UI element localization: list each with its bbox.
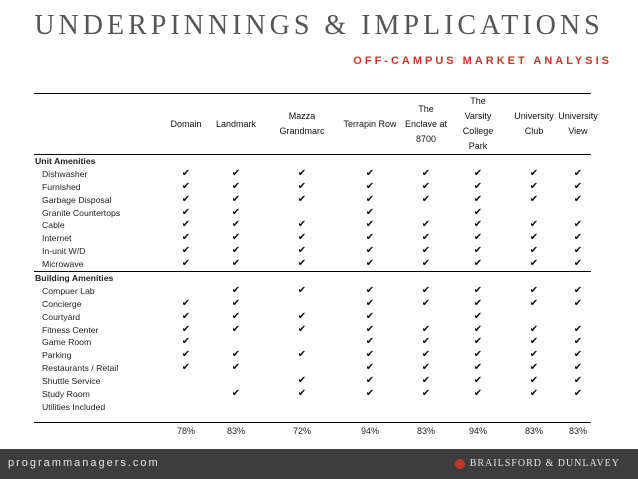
section-header-row [34, 271, 591, 285]
check-icon: ✔ [529, 232, 539, 244]
check-icon: ✔ [297, 258, 307, 270]
check-icon: ✔ [529, 375, 539, 387]
check-icon: ✔ [231, 323, 241, 335]
check-icon: ✔ [365, 167, 375, 179]
check-icon: ✔ [473, 362, 483, 374]
check-icon: ✔ [473, 375, 483, 387]
check-icon: ✔ [573, 167, 583, 179]
table-row [34, 298, 591, 311]
amenity-percentage: 83% [226, 426, 245, 436]
check-icon: ✔ [421, 349, 431, 361]
check-icon: ✔ [529, 297, 539, 309]
check-icon: ✔ [181, 323, 191, 335]
check-icon: ✔ [421, 375, 431, 387]
amenity-label: Fitness Center [42, 324, 99, 335]
check-icon: ✔ [365, 232, 375, 244]
amenity-label: Internet [42, 233, 72, 244]
check-icon: ✔ [231, 245, 241, 257]
check-icon: ✔ [231, 167, 241, 179]
check-icon: ✔ [365, 310, 375, 322]
check-icon: ✔ [473, 206, 483, 218]
check-icon: ✔ [297, 219, 307, 231]
check-icon: ✔ [473, 193, 483, 205]
check-icon: ✔ [181, 258, 191, 270]
check-icon: ✔ [365, 388, 375, 400]
check-icon: ✔ [573, 349, 583, 361]
check-icon: ✔ [181, 310, 191, 322]
check-icon: ✔ [181, 349, 191, 361]
table-top-rule [34, 93, 591, 94]
check-icon: ✔ [297, 375, 307, 387]
check-icon: ✔ [181, 232, 191, 244]
check-icon: ✔ [231, 193, 241, 205]
amenity-label: Shuttle Service [42, 376, 101, 387]
check-icon: ✔ [421, 336, 431, 348]
check-icon: ✔ [365, 245, 375, 257]
check-icon: ✔ [529, 219, 539, 231]
check-icon: ✔ [473, 297, 483, 309]
amenity-percentage: 72% [292, 426, 311, 436]
table-row [34, 311, 591, 324]
table-row [34, 232, 591, 245]
table-row [34, 324, 591, 337]
check-icon: ✔ [473, 336, 483, 348]
check-icon: ✔ [365, 284, 375, 296]
check-icon: ✔ [573, 388, 583, 400]
column-header: University View [558, 111, 598, 136]
check-icon: ✔ [473, 310, 483, 322]
table-row [34, 285, 591, 298]
check-icon: ✔ [297, 232, 307, 244]
amenity-label: Utilities Included [42, 401, 106, 412]
amenity-percentage: 78% [176, 426, 195, 436]
check-icon: ✔ [573, 284, 583, 296]
amenity-label: Concierge [42, 298, 82, 309]
brand-name: BRAILSFORD & DUNLAVEY [469, 458, 620, 469]
check-icon: ✔ [421, 362, 431, 374]
amenity-label: Dishwasher [42, 168, 88, 179]
check-icon: ✔ [573, 193, 583, 205]
check-icon: ✔ [473, 258, 483, 270]
amenity-label: Microwave [42, 259, 84, 270]
check-icon: ✔ [181, 180, 191, 192]
check-icon: ✔ [365, 219, 375, 231]
check-icon: ✔ [181, 297, 191, 309]
column-headers [0, 95, 638, 155]
table-row [34, 245, 591, 258]
footer-bar [0, 449, 638, 479]
table-row [34, 362, 591, 375]
check-icon: ✔ [181, 206, 191, 218]
check-icon: ✔ [365, 180, 375, 192]
amenity-label: Compuer Lab [42, 285, 95, 296]
check-icon: ✔ [365, 375, 375, 387]
amenity-label: Granite Countertops [42, 207, 121, 218]
table-row [34, 401, 591, 414]
check-icon: ✔ [365, 323, 375, 335]
column-header: The Enclave at 8700 [404, 103, 448, 144]
table-row [34, 388, 591, 401]
column-header: The Varsity College Park [462, 96, 494, 151]
check-icon: ✔ [529, 336, 539, 348]
check-icon: ✔ [573, 336, 583, 348]
amenity-label: Courtyard [42, 311, 81, 322]
footer-brand [455, 458, 620, 469]
amenity-label: Furnished [42, 181, 81, 192]
column-header: Landmark [215, 118, 257, 129]
check-icon: ✔ [529, 245, 539, 257]
check-icon: ✔ [231, 232, 241, 244]
page-title: UNDERPINNINGS & IMPLICATIONS [34, 10, 604, 41]
table-row [34, 219, 591, 232]
check-icon: ✔ [365, 193, 375, 205]
amenity-percentage: 83% [568, 426, 587, 436]
check-icon: ✔ [365, 362, 375, 374]
check-icon: ✔ [297, 388, 307, 400]
check-icon: ✔ [231, 362, 241, 374]
check-icon: ✔ [421, 180, 431, 192]
section-label: Building Amenities [35, 273, 114, 284]
check-icon: ✔ [181, 336, 191, 348]
amenities-table [34, 154, 591, 414]
check-icon: ✔ [473, 388, 483, 400]
check-icon: ✔ [529, 349, 539, 361]
percentage-row [34, 422, 591, 437]
amenity-label: Cable [42, 220, 65, 231]
check-icon: ✔ [421, 297, 431, 309]
check-icon: ✔ [365, 349, 375, 361]
check-icon: ✔ [231, 388, 241, 400]
column-header: Domain [170, 118, 202, 129]
check-icon: ✔ [421, 258, 431, 270]
amenity-label: Restaurants / Retail [42, 363, 119, 374]
table-row [34, 181, 591, 194]
check-icon: ✔ [473, 284, 483, 296]
check-icon: ✔ [297, 349, 307, 361]
check-icon: ✔ [573, 362, 583, 374]
check-icon: ✔ [421, 284, 431, 296]
check-icon: ✔ [529, 167, 539, 179]
amenity-percentage: 94% [360, 426, 379, 436]
amenity-label: Game Room [42, 337, 92, 348]
check-icon: ✔ [529, 258, 539, 270]
amenity-percentage: 83% [524, 426, 543, 436]
amenity-percentage: 83% [416, 426, 435, 436]
check-icon: ✔ [365, 206, 375, 218]
check-icon: ✔ [231, 258, 241, 270]
check-icon: ✔ [473, 232, 483, 244]
table-row [34, 336, 591, 349]
check-icon: ✔ [181, 362, 191, 374]
check-icon: ✔ [231, 206, 241, 218]
check-icon: ✔ [473, 323, 483, 335]
check-icon: ✔ [573, 297, 583, 309]
table-row [34, 375, 591, 388]
check-icon: ✔ [421, 388, 431, 400]
check-icon: ✔ [473, 349, 483, 361]
check-icon: ✔ [181, 167, 191, 179]
check-icon: ✔ [573, 323, 583, 335]
brand-logo-icon [455, 459, 465, 469]
amenity-label: Parking [42, 350, 72, 361]
column-header: Mazza Grandmarc [279, 111, 325, 136]
check-icon: ✔ [231, 297, 241, 309]
check-icon: ✔ [231, 284, 241, 296]
amenity-label: Study Room [42, 389, 90, 400]
check-icon: ✔ [473, 180, 483, 192]
check-icon: ✔ [573, 375, 583, 387]
check-icon: ✔ [421, 245, 431, 257]
check-icon: ✔ [529, 323, 539, 335]
check-icon: ✔ [297, 310, 307, 322]
check-icon: ✔ [231, 349, 241, 361]
check-icon: ✔ [529, 388, 539, 400]
check-icon: ✔ [297, 193, 307, 205]
check-icon: ✔ [573, 258, 583, 270]
check-icon: ✔ [297, 245, 307, 257]
check-icon: ✔ [573, 245, 583, 257]
page-subtitle: OFF-CAMPUS MARKET ANALYSIS [353, 55, 612, 67]
check-icon: ✔ [421, 232, 431, 244]
check-icon: ✔ [473, 167, 483, 179]
section-label: Unit Amenities [35, 156, 96, 166]
check-icon: ✔ [529, 180, 539, 192]
check-icon: ✔ [573, 232, 583, 244]
check-icon: ✔ [473, 219, 483, 231]
section-header-row [34, 154, 591, 168]
check-icon: ✔ [421, 219, 431, 231]
check-icon: ✔ [181, 245, 191, 257]
check-icon: ✔ [529, 362, 539, 374]
check-icon: ✔ [473, 245, 483, 257]
amenity-label: In-unit W/D [42, 246, 86, 257]
table-row [34, 349, 591, 362]
check-icon: ✔ [573, 180, 583, 192]
check-icon: ✔ [421, 193, 431, 205]
table-row [34, 207, 591, 220]
table-row [34, 194, 591, 207]
check-icon: ✔ [421, 167, 431, 179]
check-icon: ✔ [297, 180, 307, 192]
check-icon: ✔ [365, 336, 375, 348]
footer-url[interactable]: programmanagers.com [8, 457, 160, 469]
check-icon: ✔ [365, 258, 375, 270]
check-icon: ✔ [529, 193, 539, 205]
table-row [34, 168, 591, 181]
column-header: Terrapin Row [343, 118, 397, 129]
check-icon: ✔ [421, 323, 431, 335]
amenity-percentage: 94% [468, 426, 487, 436]
check-icon: ✔ [297, 284, 307, 296]
amenity-label: Garbage Disposal [42, 194, 112, 205]
table-row [34, 258, 591, 271]
check-icon: ✔ [365, 297, 375, 309]
check-icon: ✔ [181, 219, 191, 231]
check-icon: ✔ [181, 193, 191, 205]
check-icon: ✔ [529, 284, 539, 296]
check-icon: ✔ [231, 180, 241, 192]
check-icon: ✔ [297, 167, 307, 179]
check-icon: ✔ [297, 323, 307, 335]
check-icon: ✔ [231, 310, 241, 322]
check-icon: ✔ [573, 219, 583, 231]
check-icon: ✔ [231, 219, 241, 231]
column-header: University Club [514, 111, 554, 136]
